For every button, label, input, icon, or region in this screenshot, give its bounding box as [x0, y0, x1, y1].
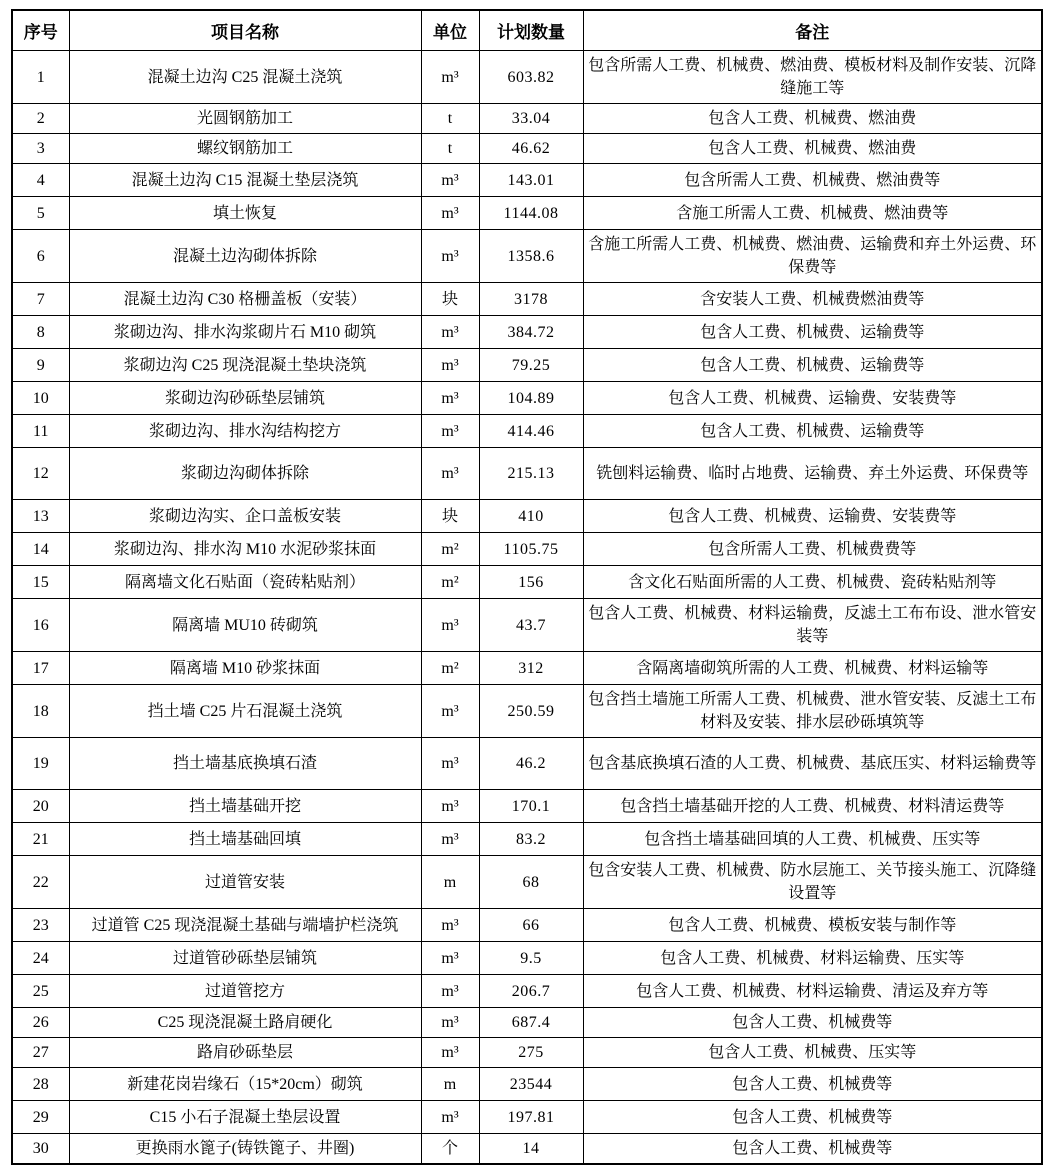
table-row — [12, 134, 1042, 164]
remark-cell: 含施工所需人工费、机械费、燃油费等 — [583, 197, 1042, 230]
unit-cell: m³ — [421, 685, 479, 738]
table-row — [12, 856, 1042, 909]
remark-cell: 包含挡土墙基础回填的人工费、机械费、压实等 — [583, 823, 1042, 856]
quantity-cell: 46.2 — [479, 738, 583, 790]
quantity-cell: 23544 — [479, 1068, 583, 1101]
quantity-cell: 83.2 — [479, 823, 583, 856]
quantity-cell: 156 — [479, 566, 583, 599]
unit-cell: 个 — [421, 1134, 479, 1165]
item-name-cell: 挡土墙基础回填 — [69, 823, 421, 856]
quantity-cell: 215.13 — [479, 448, 583, 500]
item-name-cell: 浆砌边沟、排水沟结构挖方 — [69, 415, 421, 448]
remark-cell: 包含挡土墙施工所需人工费、机械费、泄水管安装、反滤土工布材料及安装、排水层砂砾填筑等 — [583, 685, 1042, 738]
unit-cell: m³ — [421, 448, 479, 500]
item-name-cell: 过道管 C25 现浇混凝土基础与端墙护栏浇筑 — [69, 909, 421, 942]
table-row — [12, 738, 1042, 790]
table-row — [12, 382, 1042, 415]
table-row — [12, 942, 1042, 975]
quantity-cell: 206.7 — [479, 975, 583, 1008]
row-number-cell: 28 — [12, 1068, 69, 1101]
item-name-cell: 填土恢复 — [69, 197, 421, 230]
unit-cell: m³ — [421, 382, 479, 415]
unit-cell: m² — [421, 566, 479, 599]
row-number-cell: 24 — [12, 942, 69, 975]
row-number-cell: 23 — [12, 909, 69, 942]
unit-cell: m² — [421, 652, 479, 685]
unit-cell: m³ — [421, 230, 479, 283]
quantity-cell: 68 — [479, 856, 583, 909]
quantity-cell: 9.5 — [479, 942, 583, 975]
unit-cell: m³ — [421, 909, 479, 942]
unit-cell: 块 — [421, 500, 479, 533]
quantity-cell: 250.59 — [479, 685, 583, 738]
unit-cell: t — [421, 104, 479, 134]
item-name-cell: 浆砌边沟、排水沟 M10 水泥砂浆抹面 — [69, 533, 421, 566]
remark-cell: 包含安装人工费、机械费、防水层施工、关节接头施工、沉降缝设置等 — [583, 856, 1042, 909]
item-name-cell: 挡土墙基础开挖 — [69, 790, 421, 823]
remark-cell: 包含所需人工费、机械费费等 — [583, 533, 1042, 566]
remark-cell: 包含挡土墙基础开挖的人工费、机械费、材料清运费等 — [583, 790, 1042, 823]
item-name-cell: C25 现浇混凝土路肩硬化 — [69, 1008, 421, 1038]
table-row — [12, 500, 1042, 533]
remark-cell: 包含人工费、机械费、运输费、安装费等 — [583, 382, 1042, 415]
quantity-cell: 1358.6 — [479, 230, 583, 283]
column-header-name: 项目名称 — [69, 10, 421, 51]
quantity-cell: 79.25 — [479, 349, 583, 382]
remark-cell: 包含人工费、机械费、燃油费 — [583, 104, 1042, 134]
item-name-cell: 浆砌边沟砂砾垫层铺筑 — [69, 382, 421, 415]
item-name-cell: 挡土墙 C25 片石混凝土浇筑 — [69, 685, 421, 738]
row-number-cell: 4 — [12, 164, 69, 197]
table-row — [12, 823, 1042, 856]
quantities-table — [11, 9, 1043, 1165]
table-row — [12, 790, 1042, 823]
remark-cell: 包含人工费、机械费、运输费、安装费等 — [583, 500, 1042, 533]
row-number-cell: 12 — [12, 448, 69, 500]
item-name-cell: 混凝土边沟 C30 格栅盖板（安装） — [69, 283, 421, 316]
item-name-cell: 路肩砂砾垫层 — [69, 1038, 421, 1068]
remark-cell: 包含人工费、机械费、燃油费 — [583, 134, 1042, 164]
item-name-cell: 过道管挖方 — [69, 975, 421, 1008]
item-name-cell: 挡土墙基底换填石渣 — [69, 738, 421, 790]
quantity-cell: 603.82 — [479, 51, 583, 104]
remark-cell: 包含人工费、机械费、运输费等 — [583, 316, 1042, 349]
unit-cell: m³ — [421, 942, 479, 975]
unit-cell: m³ — [421, 197, 479, 230]
unit-cell: 块 — [421, 283, 479, 316]
quantity-cell: 14 — [479, 1134, 583, 1165]
unit-cell: m³ — [421, 349, 479, 382]
table-row — [12, 1008, 1042, 1038]
remark-cell: 包含人工费、机械费等 — [583, 1068, 1042, 1101]
unit-cell: m³ — [421, 316, 479, 349]
remark-cell: 包含人工费、机械费等 — [583, 1008, 1042, 1038]
row-number-cell: 30 — [12, 1134, 69, 1165]
item-name-cell: 混凝土边沟 C15 混凝土垫层浇筑 — [69, 164, 421, 197]
remark-cell: 包含人工费、机械费、运输费等 — [583, 349, 1042, 382]
remark-cell: 包含人工费、机械费、材料运输费、压实等 — [583, 942, 1042, 975]
table-row — [12, 1134, 1042, 1165]
remark-cell: 包含所需人工费、机械费、燃油费、模板材料及制作安装、沉降缝施工等 — [583, 51, 1042, 104]
header-row — [12, 10, 1042, 51]
table-row — [12, 448, 1042, 500]
unit-cell: m³ — [421, 1101, 479, 1134]
remark-cell: 含安装人工费、机械费燃油费等 — [583, 283, 1042, 316]
row-number-cell: 7 — [12, 283, 69, 316]
row-number-cell: 21 — [12, 823, 69, 856]
row-number-cell: 16 — [12, 599, 69, 652]
remark-cell: 包含人工费、机械费、运输费等 — [583, 415, 1042, 448]
unit-cell: m³ — [421, 1008, 479, 1038]
row-number-cell: 10 — [12, 382, 69, 415]
quantity-cell: 170.1 — [479, 790, 583, 823]
table-row — [12, 283, 1042, 316]
unit-cell: m³ — [421, 738, 479, 790]
item-name-cell: 浆砌边沟实、企口盖板安装 — [69, 500, 421, 533]
remark-cell: 包含人工费、机械费、材料运输费、清运及弃方等 — [583, 975, 1042, 1008]
remark-cell: 包含所需人工费、机械费、燃油费等 — [583, 164, 1042, 197]
table-row — [12, 1101, 1042, 1134]
row-number-cell: 17 — [12, 652, 69, 685]
table-row — [12, 685, 1042, 738]
quantity-cell: 33.04 — [479, 104, 583, 134]
quantity-cell: 104.89 — [479, 382, 583, 415]
row-number-cell: 2 — [12, 104, 69, 134]
row-number-cell: 22 — [12, 856, 69, 909]
table-row — [12, 197, 1042, 230]
table-row — [12, 652, 1042, 685]
row-number-cell: 26 — [12, 1008, 69, 1038]
row-number-cell: 5 — [12, 197, 69, 230]
item-name-cell: 混凝土边沟 C25 混凝土浇筑 — [69, 51, 421, 104]
unit-cell: m³ — [421, 415, 479, 448]
quantity-cell: 66 — [479, 909, 583, 942]
quantity-cell: 1144.08 — [479, 197, 583, 230]
quantity-cell: 312 — [479, 652, 583, 685]
table-row — [12, 104, 1042, 134]
item-name-cell: 螺纹钢筋加工 — [69, 134, 421, 164]
item-name-cell: 更换雨水篦子(铸铁篦子、井圈) — [69, 1134, 421, 1165]
quantity-cell: 46.62 — [479, 134, 583, 164]
table-row — [12, 51, 1042, 104]
remark-cell: 包含基底换填石渣的人工费、机械费、基底压实、材料运输费等 — [583, 738, 1042, 790]
item-name-cell: 隔离墙 MU10 砖砌筑 — [69, 599, 421, 652]
unit-cell: m³ — [421, 164, 479, 197]
column-header-index: 序号 — [12, 10, 69, 51]
row-number-cell: 14 — [12, 533, 69, 566]
quantity-cell: 143.01 — [479, 164, 583, 197]
unit-cell: m³ — [421, 1038, 479, 1068]
table-row — [12, 566, 1042, 599]
item-name-cell: 浆砌边沟砌体拆除 — [69, 448, 421, 500]
column-header-unit: 单位 — [421, 10, 479, 51]
item-name-cell: 过道管安装 — [69, 856, 421, 909]
item-name-cell: 隔离墙 M10 砂浆抹面 — [69, 652, 421, 685]
remark-cell: 含隔离墙砌筑所需的人工费、机械费、材料运输等 — [583, 652, 1042, 685]
item-name-cell: 浆砌边沟 C25 现浇混凝土垫块浇筑 — [69, 349, 421, 382]
item-name-cell: 新建花岗岩缘石（15*20cm）砌筑 — [69, 1068, 421, 1101]
remark-cell: 包含人工费、机械费、模板安装与制作等 — [583, 909, 1042, 942]
table-row — [12, 230, 1042, 283]
item-name-cell: 隔离墙文化石贴面（瓷砖粘贴剂） — [69, 566, 421, 599]
row-number-cell: 29 — [12, 1101, 69, 1134]
row-number-cell: 13 — [12, 500, 69, 533]
row-number-cell: 15 — [12, 566, 69, 599]
unit-cell: m³ — [421, 823, 479, 856]
column-header-remark: 备注 — [583, 10, 1042, 51]
item-name-cell: 混凝土边沟砌体拆除 — [69, 230, 421, 283]
row-number-cell: 20 — [12, 790, 69, 823]
quantity-cell: 43.7 — [479, 599, 583, 652]
column-header-quantity: 计划数量 — [479, 10, 583, 51]
remark-cell: 铣刨料运输费、临时占地费、运输费、弃土外运费、环保费等 — [583, 448, 1042, 500]
table-row — [12, 349, 1042, 382]
item-name-cell: 浆砌边沟、排水沟浆砌片石 M10 砌筑 — [69, 316, 421, 349]
table-row — [12, 164, 1042, 197]
quantity-cell: 197.81 — [479, 1101, 583, 1134]
table-row — [12, 599, 1042, 652]
row-number-cell: 8 — [12, 316, 69, 349]
row-number-cell: 1 — [12, 51, 69, 104]
unit-cell: m² — [421, 533, 479, 566]
table-body — [12, 51, 1042, 1165]
quantity-cell: 384.72 — [479, 316, 583, 349]
table-row — [12, 1068, 1042, 1101]
remark-cell: 包含人工费、机械费等 — [583, 1134, 1042, 1165]
quantity-cell: 275 — [479, 1038, 583, 1068]
unit-cell: m³ — [421, 51, 479, 104]
table-row — [12, 316, 1042, 349]
row-number-cell: 6 — [12, 230, 69, 283]
row-number-cell: 18 — [12, 685, 69, 738]
table-row — [12, 909, 1042, 942]
row-number-cell: 9 — [12, 349, 69, 382]
row-number-cell: 19 — [12, 738, 69, 790]
item-name-cell: C15 小石子混凝土垫层设置 — [69, 1101, 421, 1134]
row-number-cell: 25 — [12, 975, 69, 1008]
remark-cell: 包含人工费、机械费、材料运输费，反滤土工布布设、泄水管安装等 — [583, 599, 1042, 652]
quantity-cell: 410 — [479, 500, 583, 533]
item-name-cell: 光圆钢筋加工 — [69, 104, 421, 134]
table-row — [12, 533, 1042, 566]
table-row — [12, 1038, 1042, 1068]
unit-cell: m³ — [421, 599, 479, 652]
remark-cell: 含施工所需人工费、机械费、燃油费、运输费和弃土外运费、环保费等 — [583, 230, 1042, 283]
table-row — [12, 415, 1042, 448]
unit-cell: m — [421, 1068, 479, 1101]
unit-cell: m³ — [421, 975, 479, 1008]
row-number-cell: 11 — [12, 415, 69, 448]
row-number-cell: 3 — [12, 134, 69, 164]
table-row — [12, 975, 1042, 1008]
remark-cell: 包含人工费、机械费、压实等 — [583, 1038, 1042, 1068]
unit-cell: m — [421, 856, 479, 909]
quantity-cell: 1105.75 — [479, 533, 583, 566]
row-number-cell: 27 — [12, 1038, 69, 1068]
remark-cell: 含文化石贴面所需的人工费、机械费、瓷砖粘贴剂等 — [583, 566, 1042, 599]
quantity-cell: 3178 — [479, 283, 583, 316]
quantity-cell: 687.4 — [479, 1008, 583, 1038]
item-name-cell: 过道管砂砾垫层铺筑 — [69, 942, 421, 975]
quantity-cell: 414.46 — [479, 415, 583, 448]
unit-cell: t — [421, 134, 479, 164]
remark-cell: 包含人工费、机械费等 — [583, 1101, 1042, 1134]
unit-cell: m³ — [421, 790, 479, 823]
